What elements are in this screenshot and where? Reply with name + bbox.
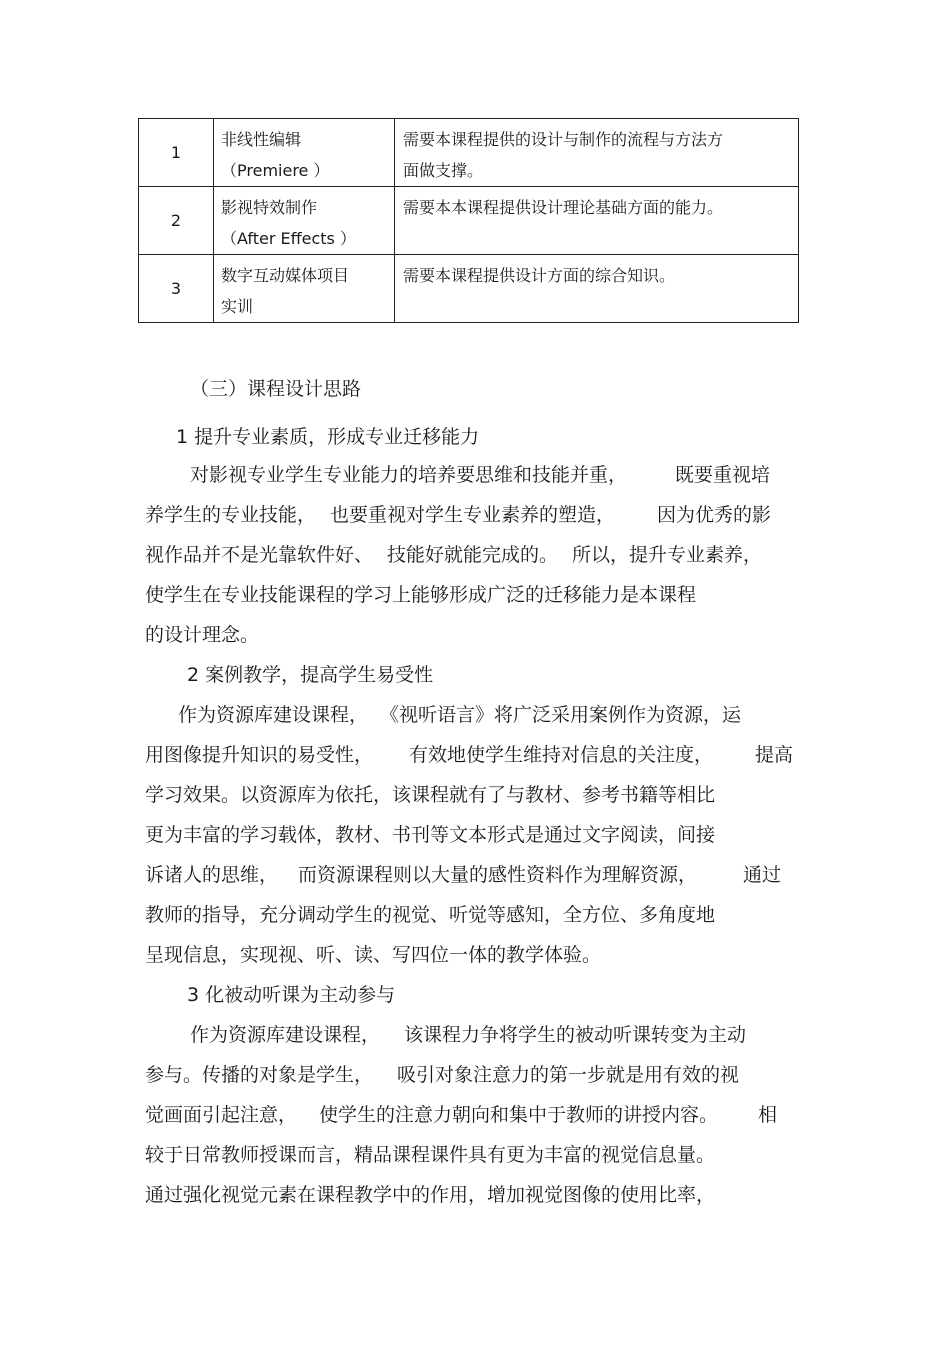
requirement-cell: 需要本本课程提供设计理论基础方面的能力。 [395, 187, 799, 255]
requirement-cell: 需要本课程提供设计方面的综合知识。 [395, 255, 799, 323]
subheading-3: 3 化被动听课为主动参与 [187, 984, 396, 1006]
related-courses-table [138, 118, 799, 323]
section-title: （三）课程设计思路 [190, 378, 362, 400]
table-row [139, 255, 799, 323]
row-number: 2 [139, 187, 214, 255]
row-number: 1 [139, 119, 214, 187]
paragraph-1: 对影视专业学生专业能力的培养要思维和技能并重， 既要重视培 养学生的专业技能， 也要重视对学生专业素养的塑造， 因为优秀的影 视作品并不是光靠软件好、 技能好就能完成的。 所以，提升专业素养， 使学生在专业技能课程的学习上能够形成广泛的迁移能力是本课程 的设计理念。 [145, 464, 772, 646]
subheading-1: 1 提升专业素质，形成专业迁移能力 [176, 426, 480, 448]
course-name-cell: 非线性编辑 （Premiere ） [214, 119, 395, 187]
course-name-cell: 数字互动媒体项目 实训 [214, 255, 395, 323]
subheading-2: 2 案例教学，提高学生易受性 [187, 664, 434, 686]
requirement-cell: 需要本课程提供的设计与制作的流程与方法方 面做支撑。 [395, 119, 799, 187]
course-name-cell: 影视特效制作 （After Effects ） [214, 187, 395, 255]
paragraph-2: 作为资源库建设课程， 《视听语言》将广泛采用案例作为资源，运 用图像提升知识的易受性， 有效地使学生维持对信息的关注度， 提高 学习效果。以资源库为依托，该课程就有了与教材、参考书籍等相比 更为丰富的学习载体，教材、书刊等文本形式是通过文字阅读，间接 诉诸人的思维， 而资源课程则以大量的感性资料作为理解资源， 通过 教师的指导，充分调动学生的视觉、听觉等感知，全方位、多角度地 呈现信息，实现视、听、读、写四位一体的教学体验。 [145, 704, 794, 966]
row-number: 3 [139, 255, 214, 323]
table-row [139, 119, 799, 187]
table-row [139, 187, 799, 255]
paragraph-3: 作为资源库建设课程， 该课程力争将学生的被动听课转变为主动 参与。传播的对象是学生， 吸引对象注意力的第一步就是用有效的视 觉画面引起注意， 使学生的注意力朝向和集中于教师的讲授内容。 相 较于日常教师授课而言，精品课程课件具有更为丰富的视觉信息量。 通过强化视觉元素在课程教学中的作用，增加视觉图像的使用比率， [145, 1024, 778, 1206]
